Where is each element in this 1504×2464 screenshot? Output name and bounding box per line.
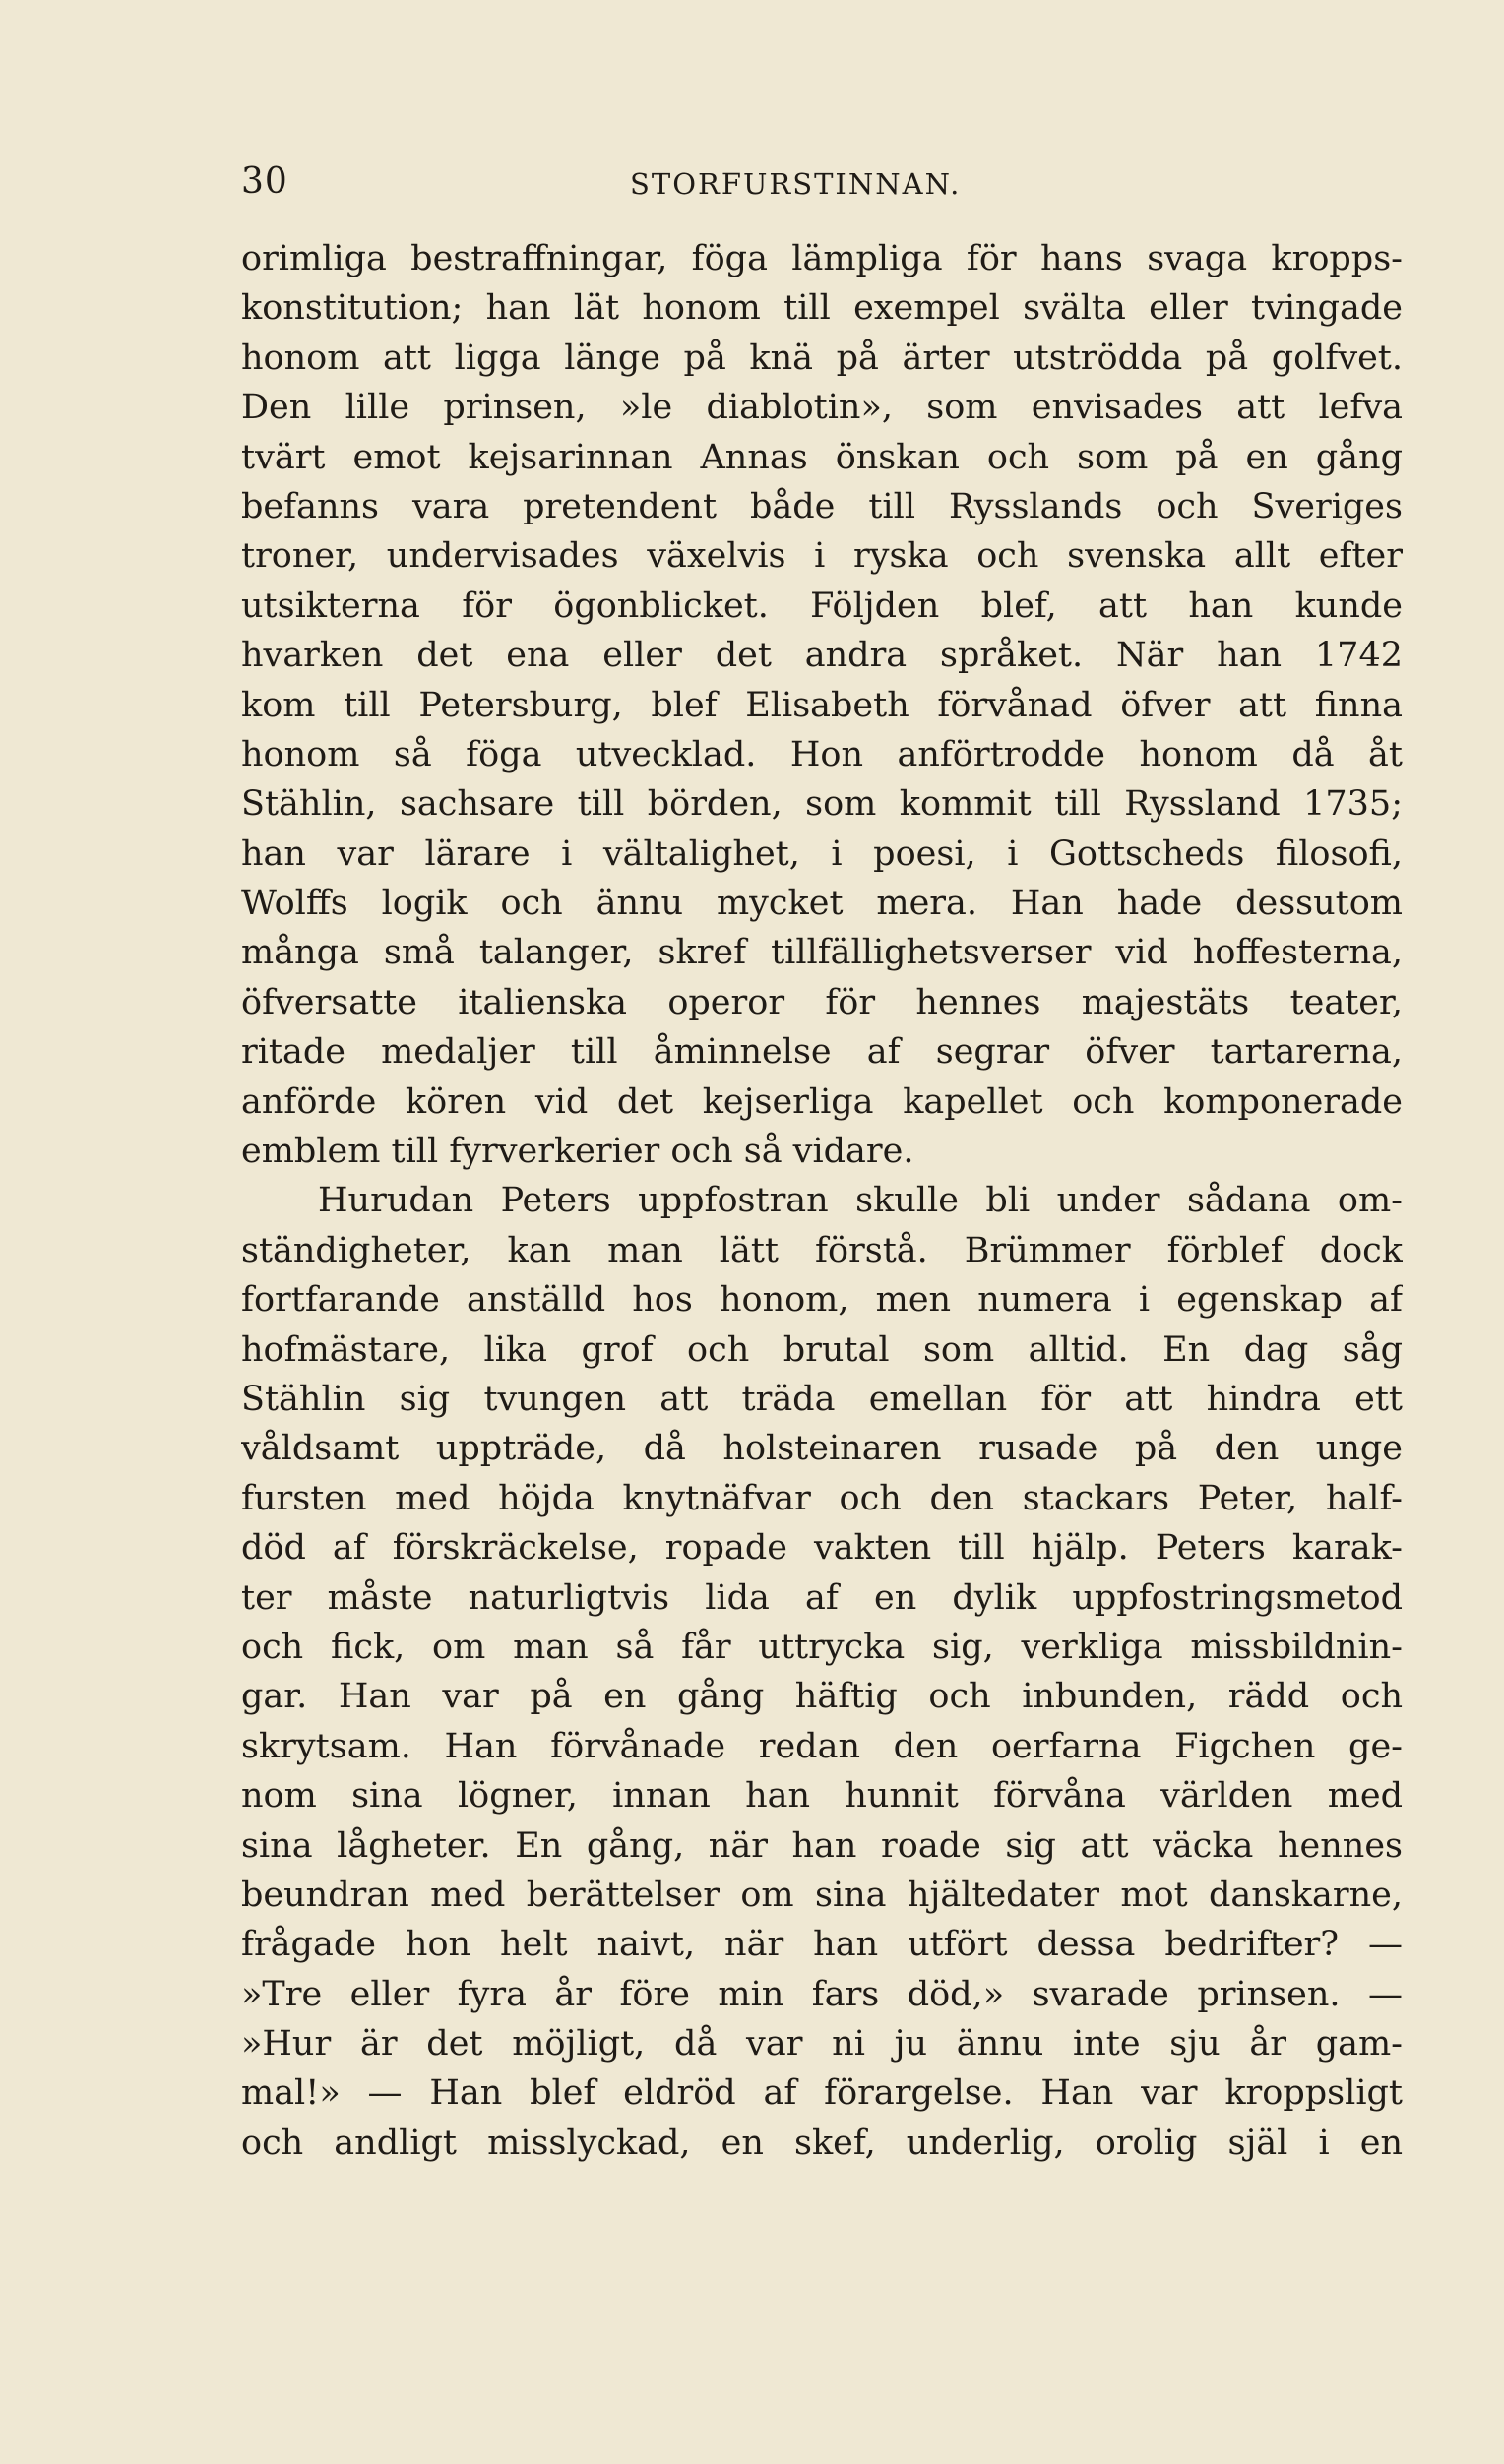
text-line: konstitution; han lät honom till exempel svälta eller tvingade [241, 288, 1403, 329]
text-line: gar. Han var på en gång häftig och inbunden, rädd och [241, 1677, 1403, 1717]
text-line: orimliga bestraffningar, föga lämpliga för hans svaga kropps- [241, 239, 1403, 278]
text-line: och andligt misslyckad, en skef, underlig, orolig själ i en [241, 2123, 1403, 2163]
text-line: fursten med höjda knytnäfvar och den stackars Peter, half- [241, 1478, 1403, 1518]
text-line: kom till Petersburg, blef Elisabeth förvånad öfver att finna [241, 685, 1403, 725]
text-line: ritade medaljer till åminnelse af segrar öfver tartarerna, [241, 1032, 1403, 1073]
body-text [241, 234, 1403, 2168]
text-line: honom att ligga länge på knä på ärter utströdda på golfvet. [241, 338, 1403, 378]
text-line: frågade hon helt naivt, när han utfört dessa bedrifter? — [241, 1925, 1403, 1965]
text-line: hvarken det ena eller det andra språket. När han 1742 [241, 636, 1403, 676]
text-line: anförde kören vid det kejserliga kapellet och komponerade [241, 1081, 1403, 1122]
text-line: mal!» — Han blef eldröd af förargelse. Han var kroppsligt [241, 2073, 1403, 2114]
text-line: Den lille prinsen, »le diablotin», som envisades att lefva [241, 388, 1403, 428]
text-line: beundran med berättelser om sina hjältedater mot danskarne, [241, 1875, 1403, 1915]
running-head: STORFURSTINNAN. [630, 167, 962, 201]
text-line: och fick, om man så får uttrycka sig, verkliga missbildnin- [241, 1627, 1403, 1667]
text-line: öfversatte italienska operor för hennes majestäts teater, [241, 982, 1403, 1022]
text-line: många små talanger, skref tillfällighetsverser vid hoffesterna, [241, 933, 1403, 973]
text-line: död af förskräckelse, ropade vakten till hjälp. Peters karak- [241, 1528, 1403, 1569]
text-line: fortfarande anställd hos honom, men numera i egenskap af [241, 1280, 1403, 1321]
text-line: ständigheter, kan man lätt förstå. Brümmer förblef dock [241, 1230, 1403, 1270]
text-line: honom så föga utvecklad. Hon anförtrodde honom då åt [241, 734, 1403, 774]
text-line: nom sina lögner, innan han hunnit förvåna världen med [241, 1776, 1403, 1817]
page-number: 30 [241, 161, 288, 202]
text-line: »Tre eller fyra år före min fars död,» svarade prinsen. — [241, 1974, 1403, 2014]
text-line: våldsamt uppträde, då holsteinaren rusade på den unge [241, 1429, 1403, 1469]
text-line: Stählin sig tvungen att träda emellan för att hindra ett [241, 1379, 1403, 1419]
text-line: hofmästare, lika grof och brutal som alltid. En dag såg [241, 1329, 1403, 1370]
text-line: tvärt emot kejsarinnan Annas önskan och som på en gång [241, 437, 1403, 477]
text-line: »Hur är det möjligt, då var ni ju ännu inte sju år gam- [241, 2024, 1403, 2064]
text-line: Hurudan Peters uppfostran skulle bli under sådana om- [318, 1181, 1403, 1221]
text-line: han var lärare i vältalighet, i poesi, i Gottscheds filosofi, [241, 833, 1403, 874]
text-line: Stählin, sachsare till börden, som kommit till Ryssland 1735; [241, 784, 1403, 825]
text-line: emblem till fyrverkerier och så vidare. [241, 1132, 914, 1172]
text-line: utsikterna för ögonblicket. Följden blef, att han kunde [241, 585, 1403, 626]
text-line: befanns vara pretendent både till Rysslands och Sveriges [241, 486, 1403, 526]
text-line: sina lågheter. En gång, när han roade sig att väcka hennes [241, 1825, 1403, 1866]
page-header [241, 161, 1403, 220]
text-line: skrytsam. Han förvånade redan den oerfarna Figchen ge- [241, 1726, 1403, 1766]
text-line: troner, undervisades växelvis i ryska och svenska allt efter [241, 536, 1403, 577]
text-line: ter måste naturligtvis lida af en dylik uppfostringsmetod [241, 1577, 1403, 1618]
text-line: Wolffs logik och ännu mycket mera. Han hade dessutom [241, 884, 1403, 924]
